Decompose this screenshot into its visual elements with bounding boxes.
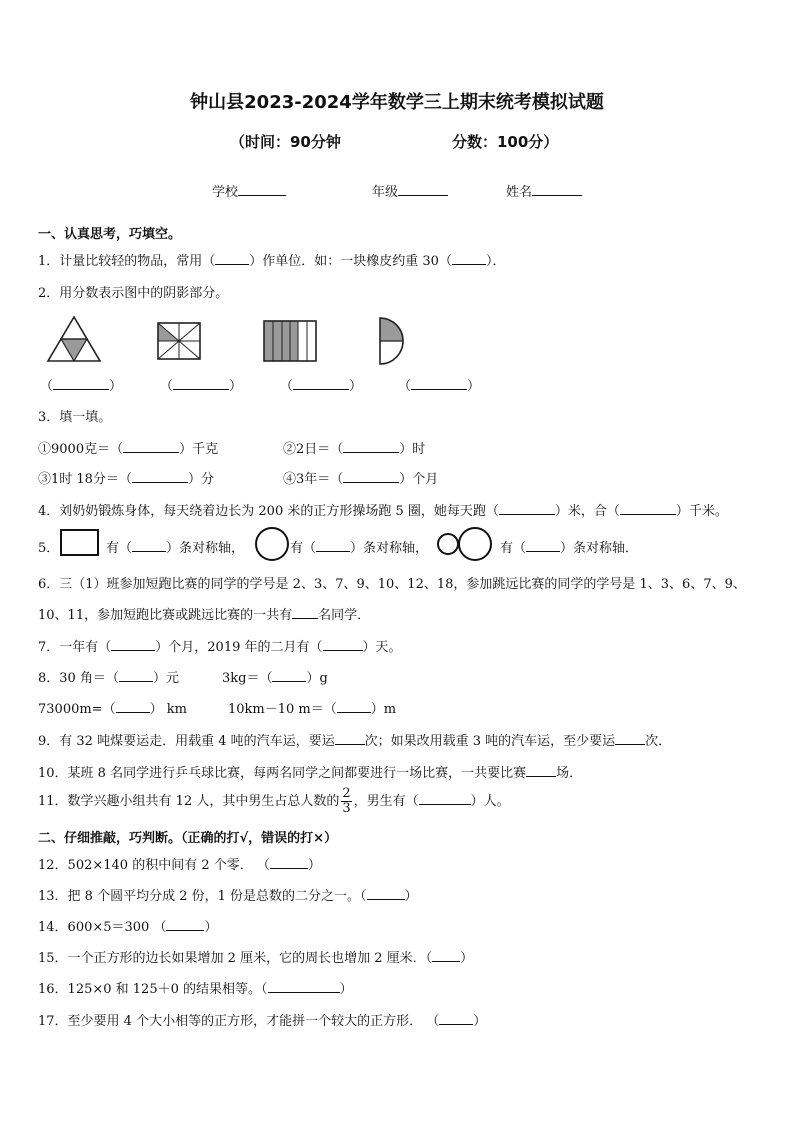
q2-answer-1: （ ） [40, 379, 123, 394]
question-6-line-2: 10、11，参加短跑比赛或跳远比赛的一共有 名同学． [38, 608, 371, 623]
q8-blank-2[interactable] [272, 669, 306, 682]
q5-blank-1[interactable] [132, 539, 166, 552]
q10-blank[interactable] [526, 764, 556, 777]
name-label: 姓名 [506, 185, 533, 200]
grade-blank[interactable] [398, 183, 448, 196]
question-5-number: 5． [38, 541, 60, 556]
question-17: 17．至少要用 4 个大小相等的正方形，才能拼一个较大的正方形． （ ） [38, 1014, 487, 1029]
question-4: 4．刘奶奶锻炼身体，每天绕着边长为 200 米的正方形操场跑 5 圈，她每天跑（ ）米，合（ ）千米。 [38, 504, 728, 519]
q2-answer-3: （ ） [280, 379, 363, 394]
q5-blank-3[interactable] [526, 539, 560, 552]
q8-blank-4[interactable] [337, 700, 371, 713]
q2-blank-4[interactable] [411, 377, 467, 390]
q5-blank-2[interactable] [316, 539, 350, 552]
question-15: 15．一个正方形的边长如果增加 2 厘米，它的周长也增加 2 厘米．（ ） [38, 951, 474, 966]
q8-item-4: 10km－10 m＝（ ）m [228, 702, 397, 717]
q2-answer-2: （ ） [160, 379, 243, 394]
question-9: 9．有 32 吨煤要运走．用载重 4 吨的汽车运，要运 次；如果改用载重 3 吨的汽车运，至少要运 次． [38, 734, 672, 749]
q5-part-1: 有（ ）条对称轴， [106, 541, 245, 556]
school-label: 学校 [212, 185, 239, 200]
q11-blank[interactable] [419, 792, 471, 805]
q8-blank-1[interactable] [119, 669, 153, 682]
question-2: 2．用分数表示图中的阴影部分。 [38, 286, 229, 301]
semicircle-figure-icon [378, 316, 406, 366]
q3-item-1: ①9000克＝（ ）千克 [38, 442, 219, 457]
q17-blank[interactable] [439, 1012, 473, 1025]
question-11: 11．数学兴趣小组共有 12 人，其中男生占总人数的 $\frac{2}{3}$ ，男生有（ ）人。 [38, 786, 510, 816]
question-13: 13．把 8 个圆平均分成 2 份，1 份是总数的二分之一。（ ） [38, 889, 418, 904]
q9-blank-1[interactable] [335, 732, 365, 745]
q2-blank-3[interactable] [293, 377, 349, 390]
school-field [212, 181, 286, 200]
q1-blank-2[interactable] [452, 252, 486, 265]
triangle-shaded-part [61, 339, 87, 361]
q8-item-2: 3kg＝（ ）g [222, 671, 328, 686]
rectangle-figure-icon [262, 320, 318, 362]
grade-label: 年级 [372, 185, 399, 200]
q15-blank[interactable] [432, 949, 460, 962]
question-3: 3．填一填。 [38, 410, 112, 425]
q8-blank-3[interactable] [116, 700, 150, 713]
school-blank[interactable] [238, 183, 286, 196]
q2-blank-2[interactable] [173, 377, 229, 390]
q8-item-3: 73000m=（ ） km [38, 702, 187, 717]
q5-part-3: 有（ ）条对称轴． [500, 541, 639, 556]
section-1-heading: 一、认真思考，巧填空。 [38, 227, 182, 242]
question-1: 1．计量比较轻的物品，常用（ ）作单位．如：一块橡皮约重 30（ ）． [38, 254, 506, 269]
q1-blank-1[interactable] [215, 252, 249, 265]
grade-field [372, 181, 448, 200]
question-14: 14．600×5＝300 （ ） [38, 920, 218, 935]
q9-blank-2[interactable] [615, 732, 645, 745]
q8-item-1: 8．30 角＝（ ）元 [38, 671, 179, 686]
name-blank[interactable] [532, 183, 582, 196]
q3-blank-3[interactable] [132, 470, 188, 483]
fraction-two-thirds: $\frac{2}{3}$ [342, 786, 351, 816]
question-10: 10．某班 8 名同学进行乒乓球比赛，每两名同学之间都要进行一场比赛，一共要比赛 场． [38, 766, 583, 781]
rectangle-shape-icon [60, 529, 100, 557]
q2-blank-1[interactable] [53, 377, 109, 390]
question-16: 16．125×0 和 125＋0 的结果相等。（ ） [38, 982, 353, 997]
rectangle-shaded-part [264, 321, 298, 361]
question-12: 12．502×140 的积中间有 2 个零． （ ） [38, 858, 321, 873]
q12-blank[interactable] [270, 856, 308, 869]
q5-part-2: 有（ ）条对称轴， [290, 541, 429, 556]
name-field [506, 181, 582, 200]
section-2-heading: 二、仔细推敲，巧判断。（正确的打√，错误的打×） [38, 831, 338, 846]
q16-blank[interactable] [268, 980, 340, 993]
two-circles-shape-icon [436, 527, 494, 561]
q3-item-3: ③1时 18分＝（ ）分 [38, 472, 214, 487]
q3-blank-2[interactable] [343, 440, 399, 453]
score-label: 分数：100分） [452, 133, 559, 151]
q6-blank[interactable] [292, 606, 318, 619]
q2-answer-4: （ ） [398, 379, 481, 394]
question-7: 7．一年有（ ）个月，2019 年的二月有（ ）天。 [38, 640, 402, 655]
q7-blank-2[interactable] [323, 638, 363, 651]
page-title: 钟山县2023-2024学年数学三上期末统考模拟试题 [190, 92, 604, 113]
triangle-figure-icon [46, 315, 102, 363]
q4-blank-2[interactable] [620, 502, 676, 515]
time-label: （时间：90分钟 [230, 133, 341, 151]
q4-blank-1[interactable] [499, 502, 555, 515]
question-6-line-1: 6．三（1）班参加短跑比赛的同学的学号是 2、3、7、9、10、12、18，参加跳远比赛的同学的学号是 1、3、6、7、9、 [38, 577, 746, 592]
q14-blank[interactable] [166, 918, 204, 931]
q7-blank-1[interactable] [111, 638, 155, 651]
square-figure-icon [157, 322, 201, 360]
q3-item-2: ②2日＝（ ）时 [283, 442, 426, 457]
circle-shape-icon [254, 526, 290, 562]
q13-blank[interactable] [367, 887, 405, 900]
q3-blank-4[interactable] [343, 470, 399, 483]
q3-blank-1[interactable] [123, 440, 179, 453]
q3-item-4: ④3年＝（ ）个月 [283, 472, 439, 487]
